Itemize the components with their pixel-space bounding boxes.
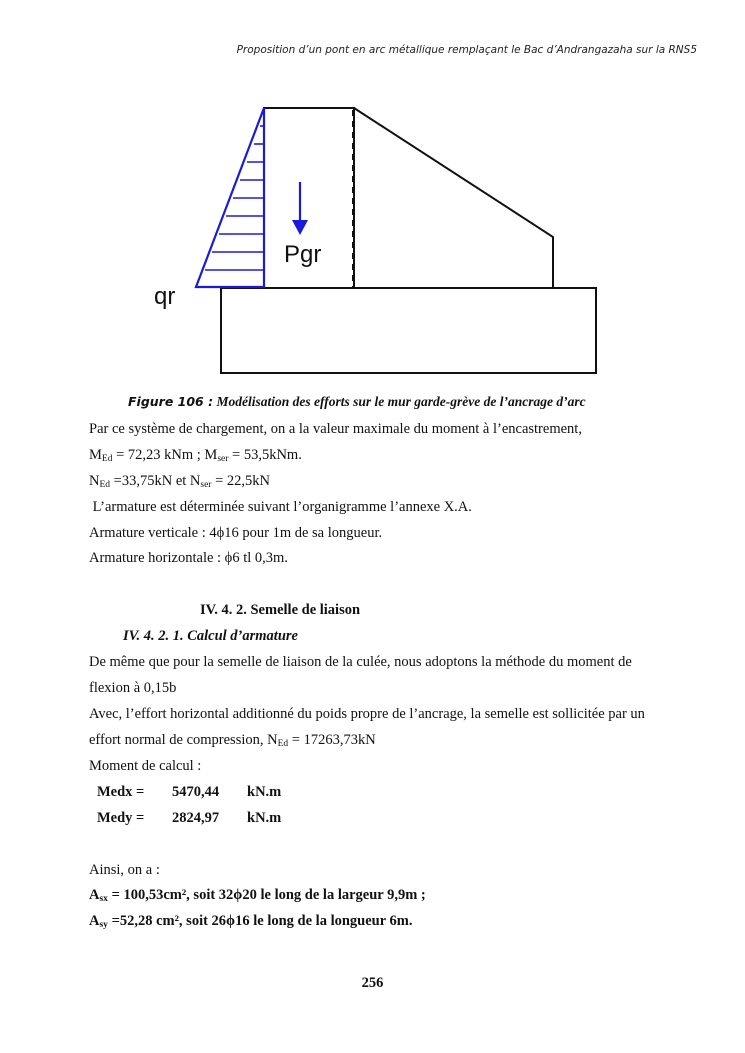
weight-label: Pgr — [284, 241, 322, 268]
caption-label: Figure 106 : — [128, 394, 214, 409]
paragraph-2-line-2: effort normal de compression, $N_{Ed} = 17263,73kN$ — [89, 732, 376, 749]
force-model-diagram — [150, 100, 610, 380]
paragraph-1-line-1: De même que pour la semelle de liaison de la culée, nous adoptons la méthode du moment de — [89, 654, 632, 670]
section-title: IV. 4. 2. Semelle de liaison — [200, 602, 361, 618]
paragraph-2-line-1: Avec, l’effort horizontal additionné du poids propre de l’ancrage, la semelle est sollicitée par un — [89, 706, 645, 722]
armature-note: L’armature est déterminée suivant l’organigramme l’annexe X.A. — [89, 499, 472, 515]
weight-arrow-icon — [292, 220, 308, 235]
armature-vertical: Armature verticale : 4ϕ16 pour 1m de sa longueur. — [89, 525, 383, 541]
moment-row: Medy = 2824,97 kN.m — [97, 810, 282, 826]
page-number: 256 — [361, 975, 384, 991]
conclusion-intro: Ainsi, on a : — [89, 862, 160, 878]
normals-line: $N_{Ed} =33,75kN$ et $N_{ser} = 22,5kN$ — [89, 473, 270, 490]
moment-calc-label: Moment de calcul : — [89, 758, 202, 774]
moment-row: Medx = 5470,44 kN.m — [97, 784, 282, 800]
subsection-title: IV. 4. 2. 1. Calcul d’armature — [123, 628, 298, 644]
moments-line: $M_{Ed} = 72,23$ kNm ; $M_{ser} = 53,5kNm$. — [89, 447, 302, 464]
load-label: qr — [154, 283, 176, 310]
sloped-body — [354, 108, 553, 288]
foundation-slab — [221, 288, 596, 373]
caption-text: Modélisation des efforts sur le mur garde-grève de l’ancrage d’arc — [213, 394, 586, 409]
page-header: Proposition d’un pont en arc métallique remplaçant le Bac d’Andrangazaha sur la RNS5 — [236, 44, 697, 56]
asx-result: $A_{sx} = 100,53cm^2$, soit 32ϕ20 le long de la largeur 9,9m ; — [89, 887, 426, 904]
intro-text: Par ce système de chargement, on a la valeur maximale du moment à l’encastrement, — [89, 421, 582, 437]
figure-caption — [128, 394, 586, 410]
load-hatching — [205, 126, 264, 270]
asy-result: $A_{sy} =52,28$ cm², soit 26ϕ16 le long de la longueur 6m. — [89, 913, 413, 930]
armature-horizontal: Armature horizontale : ϕ6 tl 0,3m. — [89, 550, 288, 566]
paragraph-1-line-2: flexion à 0,15b — [89, 680, 177, 696]
